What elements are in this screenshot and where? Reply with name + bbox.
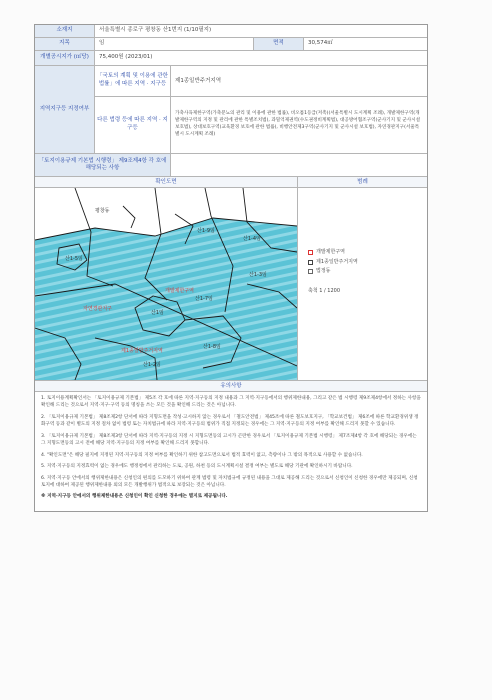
legend-column: [298, 177, 427, 380]
location-label: 소재지: [35, 25, 95, 37]
legend-swatch-icon: [308, 250, 313, 255]
note-paragraph-1: 1. 토지이용계획확인서는 「토지이용규제 기본법」 제5조 각 호에 따른 지역·지구등의 지정 내용과 그 지역·지구등에서의 행위제한내용, 그리고 같은 법 시행령 제9조제4항에서 정하는 사항을 확인해 드리는 것으로서 지역·지구·구역 등의 명칭을 쓰는 모든 것을 확인해 드리는 것은 아닙니다.: [41, 396, 421, 409]
legend-item-residential: [308, 258, 419, 268]
map-label-parcel-5: 산1-7임: [195, 296, 213, 302]
map-label-place: 평창동: [95, 208, 110, 214]
map-label-parcel-7: 산1-8임: [203, 344, 221, 350]
usage-row-other-value: 가축사육제한구역(가축분뇨의 관리 및 이용에 관한 법률), 비오톱1등급(저촉)(서울특별시 도시계획 조례), 개발제한구역(개발제한구역의 지정 및 관리에 관한 특별조치법), 과밀억제권역(수도권정비계획법), 대공방어협조구역(군사기지 및 군사시설 보호법), 상대보호구역(교육환경 보호에 관한 법률), 비행안전제3구역(군사기지 및 군사시설 보호법), 자연경관지구(서울특별시 도시계획 조례): [175, 111, 421, 137]
location-value: 서울특별시 종로구 평창동 산1번지 (1/10필지): [99, 27, 212, 34]
note-paragraph-4: 4. "확인도면"은 해당 필지에 지정된 지역·지구등의 지정 여부를 확인하기 위한 참고도면으로서 법적 효력이 없고, 측량이나 그 밖의 목적으로 사용할 수 없습니다.: [41, 452, 363, 458]
map-label-zone-2: 자연경관지구: [83, 306, 112, 312]
usage-row-national: [95, 66, 427, 97]
price-label: 개별공시지가 (㎡당): [35, 51, 95, 65]
map-scale: 축척 1 / 1200: [308, 287, 341, 294]
jimok-label: 지목: [35, 38, 95, 50]
notes-header: 유의사항: [35, 381, 427, 392]
map-section: [35, 177, 427, 381]
map-label-parcel-4: 산1-3임: [249, 272, 267, 278]
legend-item-label: 제1종일반주거지역: [316, 258, 358, 265]
map-label-zone-1: 개발제한구역: [165, 288, 194, 294]
note-paragraph-5: 5. 지역·지구등의 지정효력이 없는 경우에도 행정청에서 관리하는 도로, 공원, 하천 등의 도시계획시설 결정 여부는 별도로 해당 기관에 확인하시기 바랍니다.: [41, 464, 353, 470]
map-label-parcel-1: 산1-9임: [197, 228, 215, 234]
map-label-parcel-3: 산1임: [151, 310, 164, 316]
legend-swatch-icon: [308, 269, 313, 274]
map-header: 확인도면: [35, 177, 297, 188]
usage-row-national-label: 「국토의 계획 및 이용에 관한 법률」에 따른 지역 · 지구등: [95, 66, 171, 96]
legend-swatch-icon: [308, 260, 313, 265]
map-label-parcel-8: 산1-2임: [143, 362, 161, 368]
enforcement-row: [35, 154, 427, 177]
usage-section: [35, 66, 427, 154]
map-column: [35, 177, 298, 380]
price-value: 75,400원 (2023/01): [99, 54, 153, 61]
note-paragraph-2: 2. 「토지이용규제 기본법」 제8조제2항 단서에 따라 지형도면을 작성·고시하지 않는 경우로서 「철도안전법」 제45조에 따른 철도보호지구, 「학교보건법」 제6조에 따른 학교환경위생 정화구역 등과 같이 별도의 지정 절차 없이 법령 또는 자치법규에 따라 지역·지구등의 범위가 직접 지정되는 경우에는 그 지역·지구등의 지정 여부를 확인해 드리지 못할 수 있습니다.: [41, 414, 419, 428]
jimok-area-row: [35, 38, 427, 51]
legend-item-greenbelt: [308, 248, 419, 258]
enforcement-label: 「토지이용규제 기본법 시행령」 제9조제4항 각 호에 해당되는 사항: [35, 154, 171, 176]
usage-row-national-value: 제1종일반주거지역: [175, 77, 222, 84]
notes: [35, 392, 427, 511]
legend: [298, 188, 427, 296]
area-label: 면적: [254, 38, 304, 50]
usage-row-other: [95, 97, 427, 153]
map-drawing: [35, 188, 297, 380]
area-value: 30,574㎡: [308, 40, 333, 47]
map-label-zone-3: 제1종일반주거지역: [121, 348, 163, 354]
map-label-parcel-2: 산1-4임: [243, 236, 261, 242]
legend-item-dong: [308, 267, 419, 277]
legend-item-label: 개발제한구역: [316, 249, 345, 255]
price-row: [35, 51, 427, 66]
legend-item-label: 법정동: [316, 268, 331, 274]
usage-row-other-label: 다른 법령 등에 따른 지역 · 지구등: [95, 97, 171, 153]
jimok-value: 임: [95, 38, 254, 50]
note-paragraph-3: 3. 「토지이용규제 기본법」 제8조제3항 단서에 따라 지역·지구등의 지정 시 지형도면등의 고시가 곤란한 경우로서 「토지이용규제 기본법 시행령」 제7조제4항 각 호에 해당되는 경우에는 그 지형도면등의 고시 전에 해당 지역·지구등의 지정 여부를 확인해 드리지 못합니다.: [41, 433, 417, 447]
enforcement-value: [171, 154, 427, 176]
note-paragraph-6: 6. 지역·지구등 안에서의 행위제한내용은 신청인의 편의를 도모하기 위하여 관계 법령 및 자치법규에 규정된 내용을 그대로 제공해 드리는 것으로서 신청인이 신청한 경우에만 제공되며, 신청 토지에 대하여 제공된 행위제한내용 외의 모든 개발행위가 법적으로 보장되는 것은 아닙니다.: [41, 475, 418, 488]
map-label-parcel-6: 산1-5임: [65, 256, 83, 262]
usage-rows: [95, 66, 427, 153]
confirmation-map[interactable]: [35, 188, 297, 380]
location-row: [35, 25, 427, 38]
usage-section-label: 지역지구등 지정여부: [35, 66, 95, 153]
land-use-certificate: [34, 24, 428, 512]
legend-header: 범례: [298, 177, 427, 188]
note-bold-lead: ※ 지역·지구등 안에서의 행위제한내용은 신청인이 확인 신청한 경우에는 별지로 제공됩니다.: [41, 494, 228, 500]
